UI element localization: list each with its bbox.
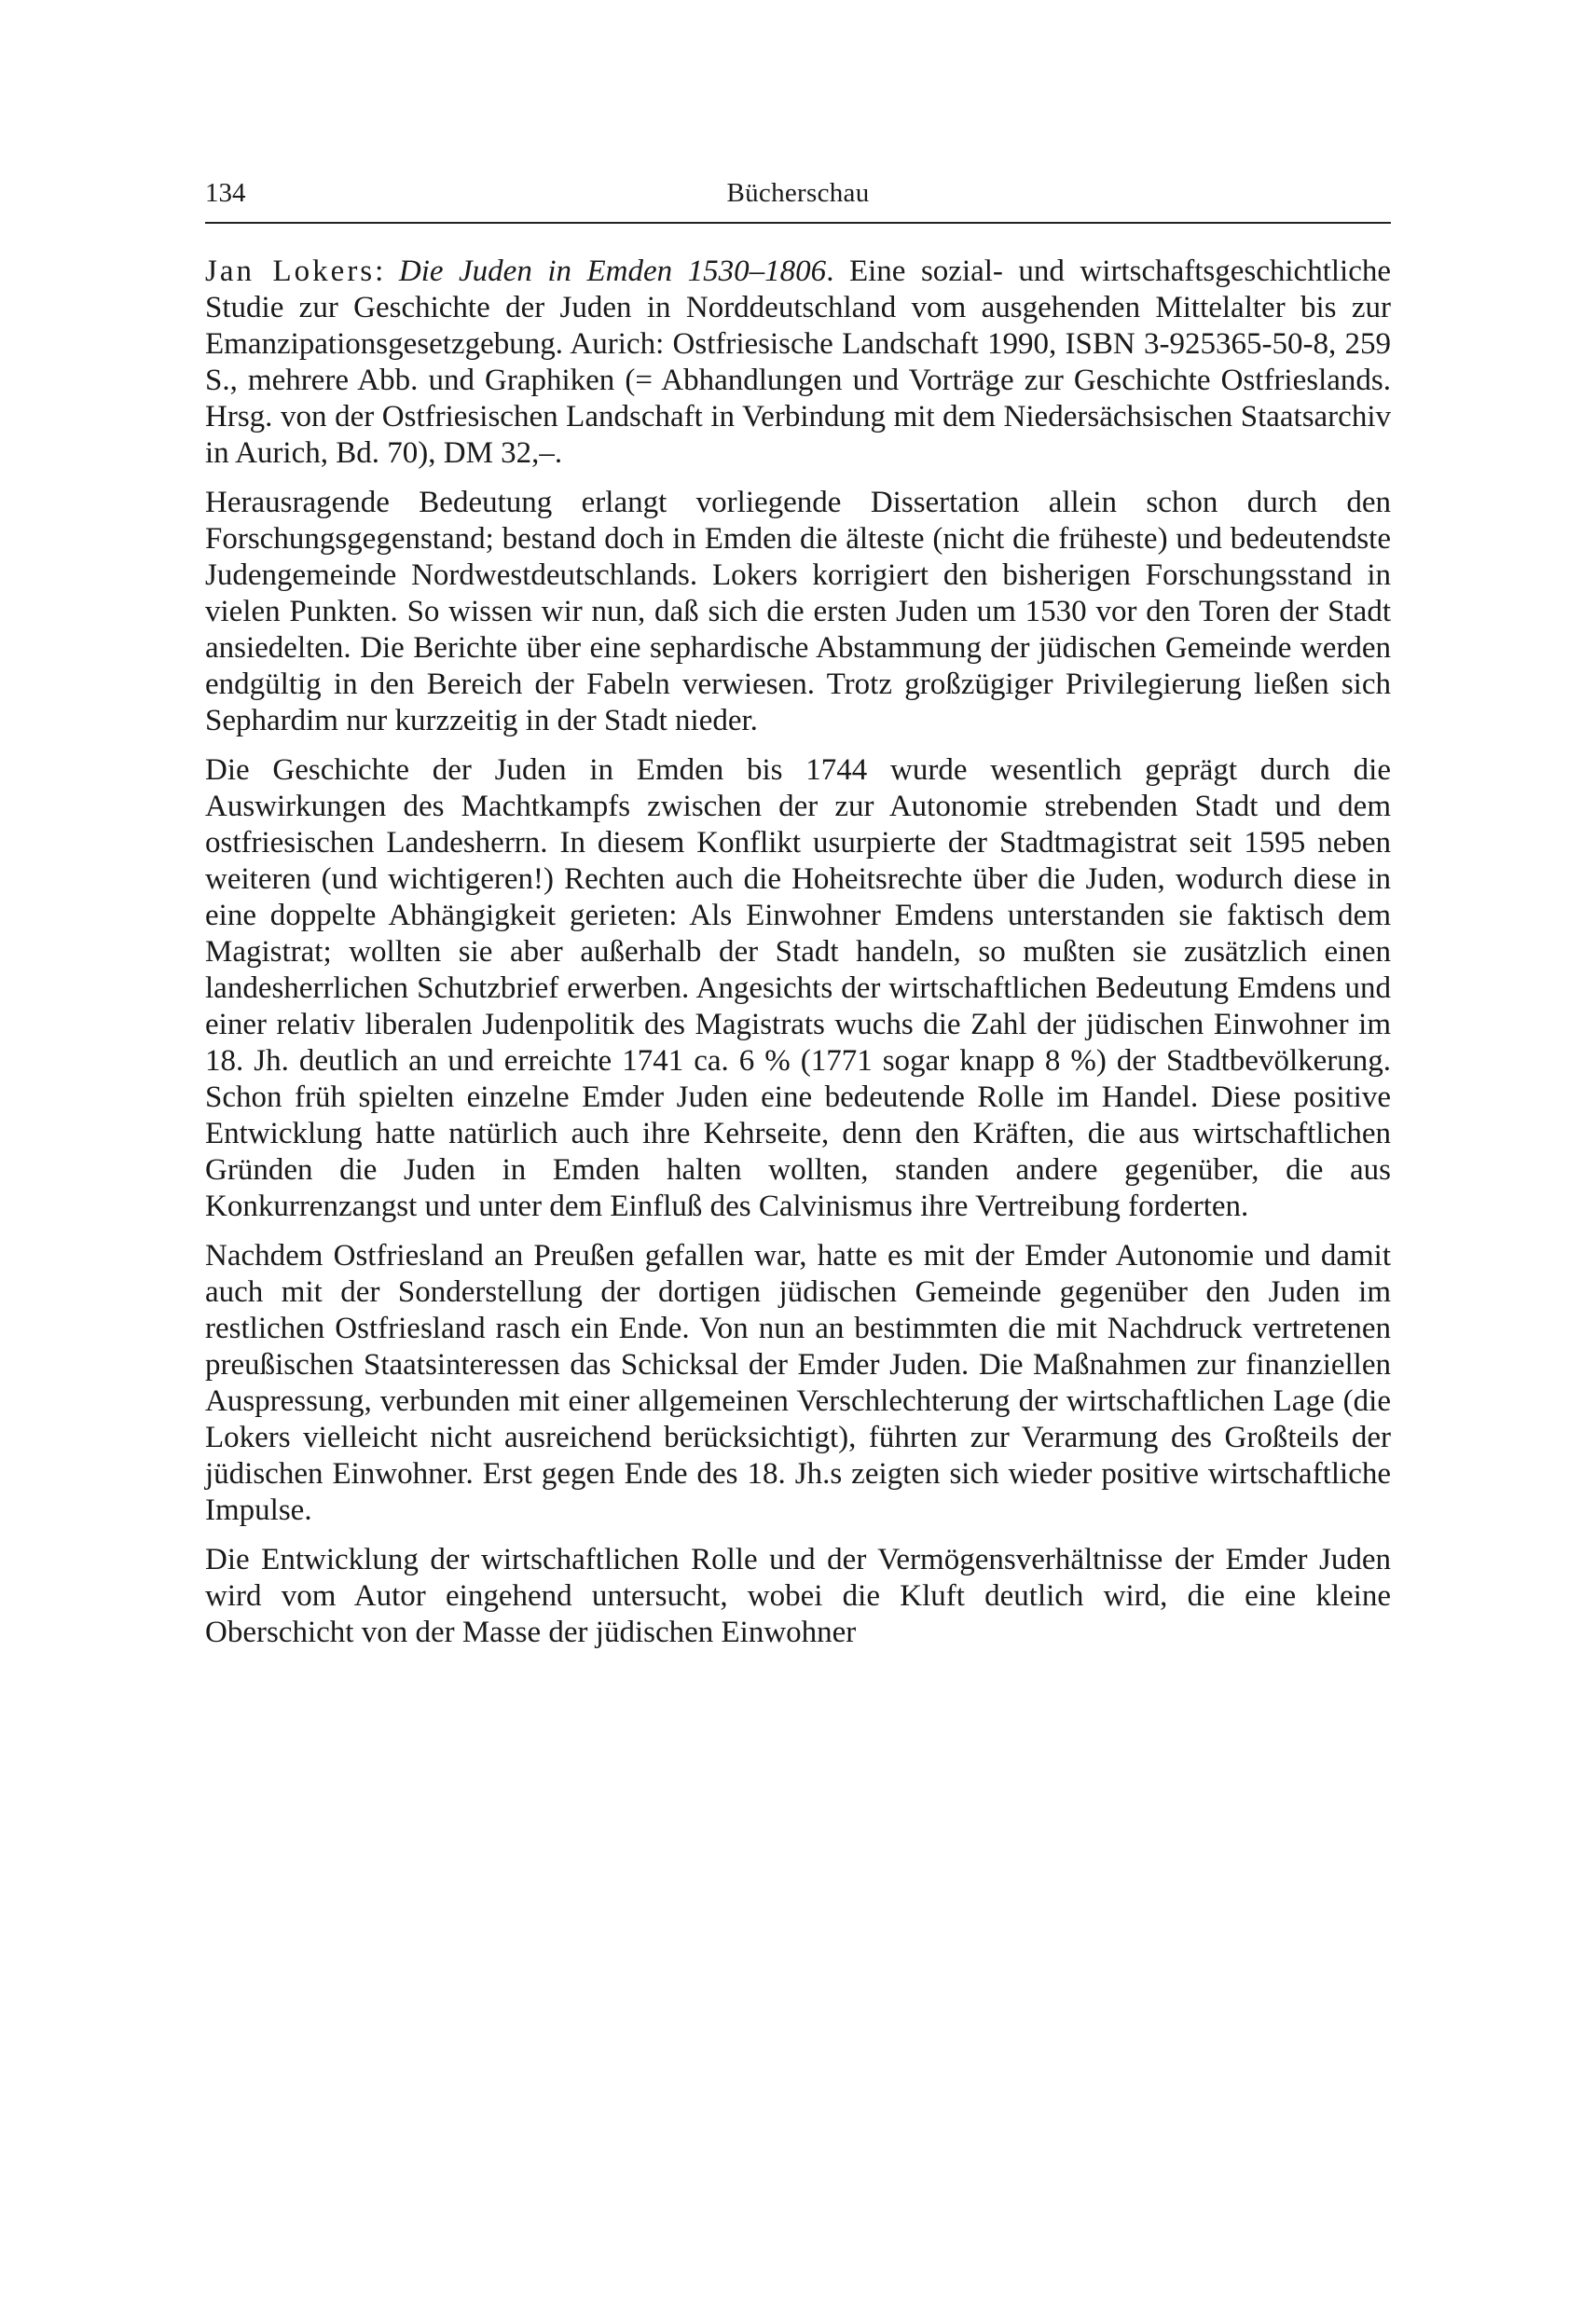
- paragraph: Nachdem Ostfriesland an Preußen gefallen war, hatte es mit der Emder Autonomie und damit auch mit der Sonderstellung der dortigen jüdischen Gemeinde gegenüber den Juden im restlichen Ostfriesland rasch ein Ende. Von nun an bestimmten die mit Nachdruck vertretenen preußischen Staatsinteressen das Schicksal der Emder Juden. Die Maßnahmen zur finanziellen Auspressung, verbunden mit einer allgemeinen Verschlechterung der wirtschaftlichen Lage (die Lokers vielleicht nicht ausreichend berücksichtigt), führten zur Verarmung des Großteils der jüdischen Einwohner. Erst gegen Ende des 18. Jh.s zeigten sich wieder positive wirtschaftliche Impulse.: [205, 1239, 1391, 1527]
- review-author: Jan Lokers: [205, 255, 376, 288]
- paragraph: Die Entwicklung der wirtschaftlichen Rolle und der Vermögensverhältnisse der Emder Juden wird vom Autor eingehend untersucht, wobei die Kluft deutlich wird, die eine kleine Oberschicht von der Masse der jüdischen Einwohner: [205, 1543, 1391, 1649]
- bibliographic-details: . Eine sozial- und wirtschaftsgeschichtliche Studie zur Geschichte der Juden in Norddeutschland vom ausgehenden Mittelalter bis zur Emanzipationsgesetzgebung. Aurich: Ostfriesische Landschaft 1990, ISBN 3-925365-50-8, 259 S., mehrere Abb. und Graphiken (= Abhandlungen und Vorträge zur Geschichte Ostfrieslands. Hrsg. von der Ostfriesischen Landschaft in Verbindung mit dem Niedersächsischen Staatsarchiv in Aurich, Bd. 70), DM 32,–.: [205, 255, 1391, 470]
- book-title: Die Juden in Emden 1530–1806: [398, 255, 827, 288]
- page-number: 134: [205, 178, 246, 208]
- bibliographic-entry: [205, 254, 1391, 472]
- author-separator: :: [375, 255, 399, 288]
- section-title: Bücherschau: [726, 178, 870, 208]
- paragraph: Die Geschichte der Juden in Emden bis 1744 wurde wesentlich geprägt durch die Auswirkungen des Machtkampfs zwischen der zur Autonomie strebenden Stadt und dem ostfriesischen Landesherrn. In diesem Konflikt usurpierte der Stadtmagistrat seit 1595 neben weiteren (und wichtigeren!) Rechten auch die Hoheitsrechte über die Juden, wodurch diese in eine doppelte Abhängigkeit gerieten: Als Einwohner Emdens unterstanden sie faktisch dem Magistrat; wollten sie aber außerhalb der Stadt handeln, so mußten sie zusätzlich einen landesherrlichen Schutzbrief erwerben. Angesichts der wirtschaftlichen Bedeutung Emdens und einer relativ liberalen Judenpolitik des Magistrats wuchs die Zahl der jüdischen Einwohner im 18. Jh. deutlich an und erreichte 1741 ca. 6 % (1771 sogar knapp 8 %) der Stadtbevölkerung. Schon früh spielten einzelne Emder Juden eine bedeutende Rolle im Handel. Diese positive Entwicklung hatte natürlich auch ihre Kehrseite, denn den Kräften, die aus wirtschaftlichen Gründen die Juden in Emden halten wollten, standen andere gegenüber, die aus Konkurrenzangst und unter dem Einfluß des Calvinismus ihre Vertreibung forderten.: [205, 753, 1391, 1223]
- running-head: [205, 171, 1391, 215]
- header-rule: [205, 222, 1391, 224]
- review-body: [205, 254, 1391, 1664]
- paragraph: Herausragende Bedeutung erlangt vorliegende Dissertation allein schon durch den Forschungsgegenstand; bestand doch in Emden die älteste (nicht die früheste) und bedeutendste Judengemeinde Nordwestdeutschlands. Lokers korrigiert den bisherigen Forschungsstand in vielen Punkten. So wissen wir nun, daß sich die ersten Juden um 1530 vor den Toren der Stadt ansiedelten. Die Berichte über eine sephardische Abstammung der jüdischen Gemeinde werden endgültig in den Bereich der Fabeln verwiesen. Trotz großzügiger Privilegierung ließen sich Sephardim nur kurzzeitig in der Stadt nieder.: [205, 486, 1391, 737]
